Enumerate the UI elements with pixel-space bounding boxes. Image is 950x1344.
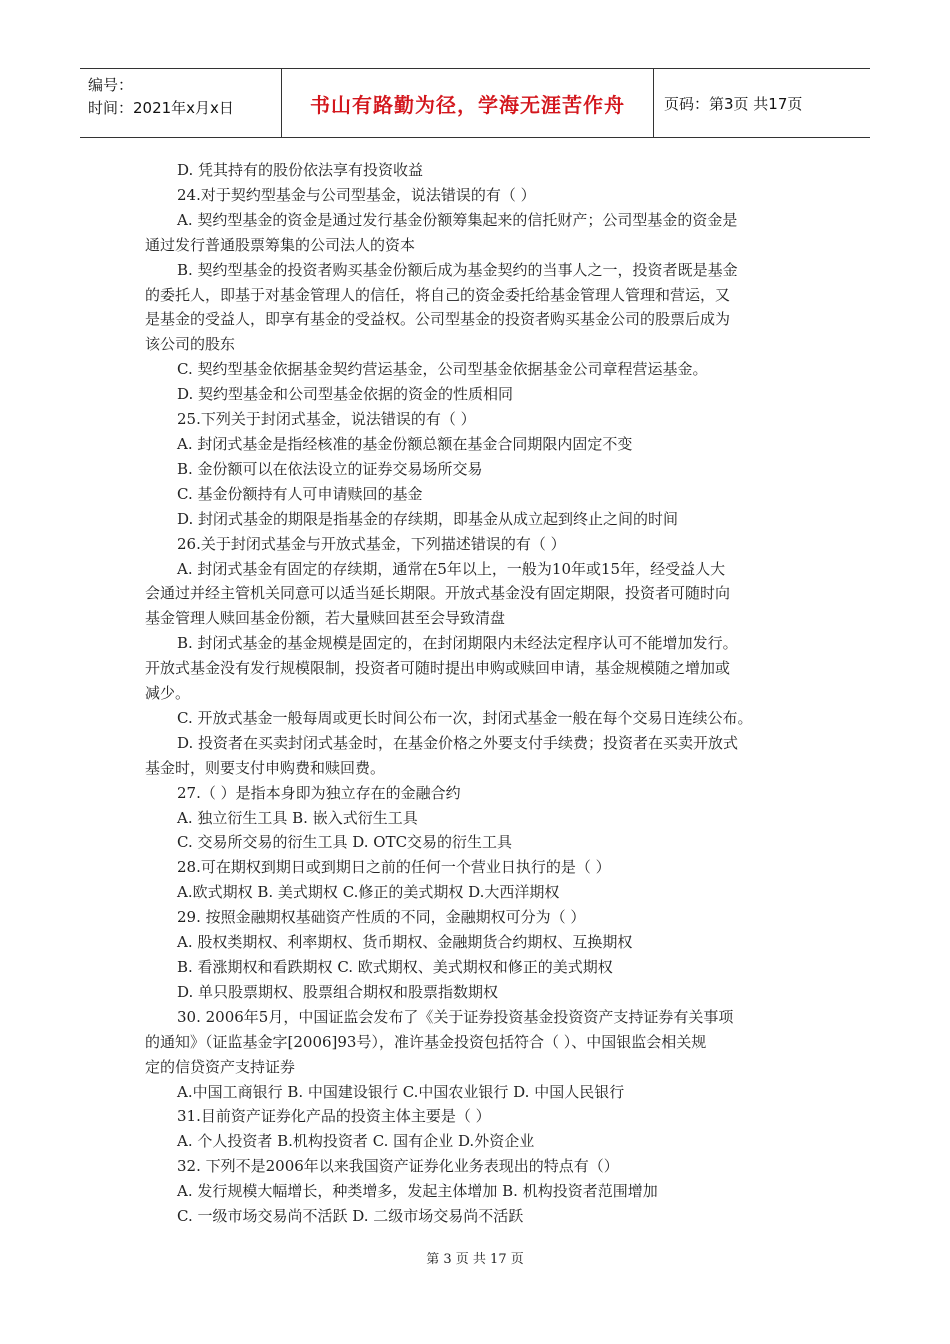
document-body <box>145 158 825 1229</box>
text-line: C. 开放式基金一般每周或更长时间公布一次，封闭式基金一般在每个交易日连续公布。 <box>177 708 753 727</box>
header-page-number: 页码：第3页 共17页 <box>664 94 803 113</box>
text-line: 28.可在期权到期日或到期日之前的任何一个营业日执行的是（ ） <box>177 858 611 877</box>
text-line: 基金时，则要支付申购费和赎回费。 <box>145 758 386 777</box>
text-line: C. 基金份额持有人可申请赎回的基金 <box>177 484 423 503</box>
number-label: 编号： <box>88 76 134 94</box>
text-line: C. 一级市场交易尚不活跃 D. 二级市场交易尚不活跃 <box>177 1207 524 1226</box>
text-line: 26.关于封闭式基金与开放式基金，下列描述错误的有（ ） <box>177 534 566 553</box>
text-line: A. 封闭式基金有固定的存续期，通常在5年以上，一般为10年或15年，经受益人大 <box>177 559 726 578</box>
text-line: 该公司的股东 <box>145 335 236 354</box>
page-footer: 第 3 页 共 17 页 <box>426 1252 524 1267</box>
header-meta <box>80 69 282 137</box>
text-line: 27.（ ）是指本身即为独立存在的金融合约 <box>177 783 461 802</box>
text-line: 是基金的受益人，即享有基金的受益权。公司型基金的投资者购买基金公司的股票后成为 <box>145 310 731 329</box>
text-line: 开放式基金没有发行规模限制，投资者可随时提出申购或赎回申请，基金规模随之增加或 <box>145 659 731 678</box>
text-line: B. 契约型基金的投资者购买基金份额后成为基金契约的当事人之一，投资者既是基金 <box>177 260 738 279</box>
text-line: C. 契约型基金依据基金契约营运基金，公司型基金依据基金公司章程营运基金。 <box>177 360 708 379</box>
text-line: D. 单只股票期权、股票组合期权和股票指数期权 <box>177 982 499 1001</box>
text-line: B. 封闭式基金的基金规模是固定的，在封闭期限内未经法定程序认可不能增加发行。 <box>177 634 738 653</box>
text-line: 定的信贷资产支持证券 <box>145 1057 296 1076</box>
text-line: 会通过并经主管机关同意可以适当延长期限。开放式基金没有固定期限，投资者可随时向 <box>145 584 731 603</box>
text-line: D. 封闭式基金的期限是指基金的存续期，即基金从成立起到终止之间的时间 <box>177 509 679 528</box>
text-line: 通过发行普通股票筹集的公司法人的资本 <box>145 235 416 254</box>
text-line: A. 契约型基金的资金是通过发行基金份额筹集起来的信托财产；公司型基金的资金是 <box>177 210 738 229</box>
text-line: 的委托人，即基于对基金管理人的信任，将自己的资金委托给基金管理人管理和营运，又 <box>145 285 731 304</box>
page-header <box>80 68 870 138</box>
text-line: A. 封闭式基金是指经核准的基金份额总额在基金合同期限内固定不变 <box>177 434 633 453</box>
text-line: 29. 按照金融期权基础资产性质的不同，金融期权可分为（ ） <box>177 908 586 927</box>
text-line: 减少。 <box>145 684 191 703</box>
text-line: A.欧式期权 B. 美式期权 C.修正的美式期权 D.大西洋期权 <box>177 883 560 902</box>
text-line: 25.下列关于封闭式基金，说法错误的有（ ） <box>177 410 476 429</box>
text-line: A. 发行规模大幅增长，种类增多，发起主体增加 B. 机构投资者范围增加 <box>177 1182 658 1201</box>
header-motto: 书山有路勤为径，学海无涯苦作舟 <box>282 69 654 137</box>
text-line: D. 契约型基金和公司型基金依据的资金的性质相同 <box>177 385 514 404</box>
text-line: 30. 2006年5月，中国证监会发布了《关于证券投资基金投资资产支持证券有关事项 <box>177 1007 734 1026</box>
text-line: A. 个人投资者 B.机构投资者 C. 国有企业 D.外资企业 <box>177 1132 535 1151</box>
text-line: 24.对于契约型基金与公司型基金，说法错误的有（ ） <box>177 185 536 204</box>
text-line: 31.目前资产证券化产品的投资主体主要是（ ） <box>177 1107 491 1126</box>
text-line: 基金管理人赎回基金份额，若大量赎回甚至会导致清盘 <box>145 609 506 628</box>
text-line: 32. 下列不是2006年以来我国资产证券化业务表现出的特点有（） <box>177 1157 619 1176</box>
text-line: A.中国工商银行 B. 中国建设银行 C.中国农业银行 D. 中国人民银行 <box>177 1082 625 1101</box>
text-line: A. 股权类期权、利率期权、货币期权、金融期货合约期权、互换期权 <box>177 933 633 952</box>
text-line: C. 交易所交易的衍生工具 D. OTC交易的衍生工具 <box>177 833 513 852</box>
text-line: B. 金份额可以在依法设立的证券交易场所交易 <box>177 459 483 478</box>
text-line: B. 看涨期权和看跌期权 C. 欧式期权、美式期权和修正的美式期权 <box>177 958 613 976</box>
text-line: D. 投资者在买卖封闭式基金时，在基金价格之外要支付手续费；投资者在买卖开放式 <box>177 733 739 752</box>
time-label: 时间：2021年x月x日 <box>88 99 234 117</box>
text-line: 的通知》（证监基金字[2006]93号），准许基金投资包括符合（ ）、中国银监会相关规 <box>145 1032 707 1051</box>
text-line: D. 凭其持有的股份依法享有投资收益 <box>177 161 424 179</box>
text-line: A. 独立衍生工具 B. 嵌入式衍生工具 <box>177 808 418 827</box>
